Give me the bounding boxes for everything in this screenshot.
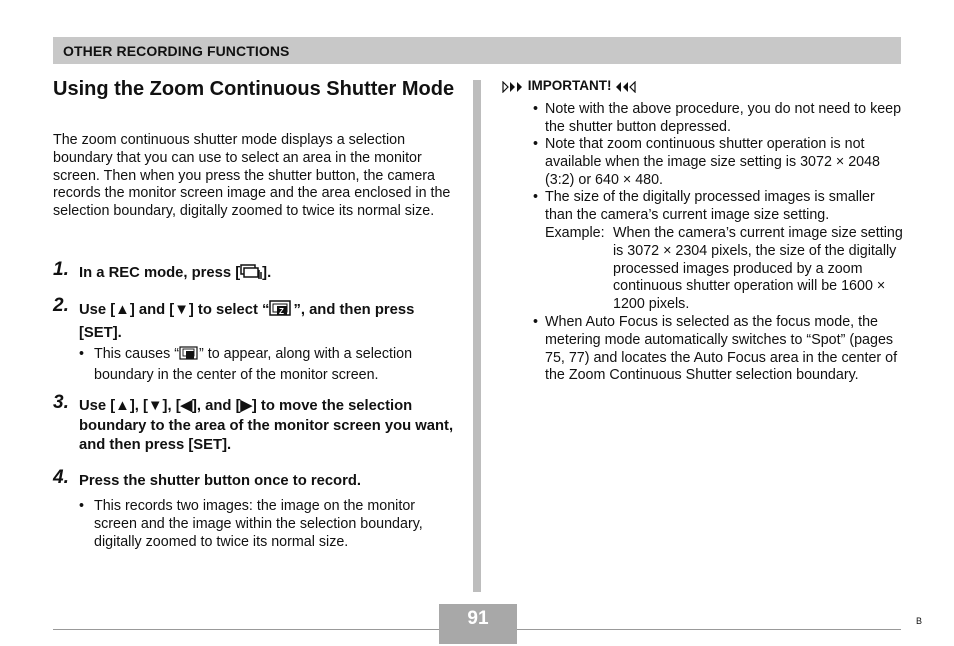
step-number: 1.: [53, 259, 69, 280]
step-text: Use [▲], [▼], [◀], and [▶] to move the selection boundary to the area of the monitor screen you want, and then press [SET].: [79, 398, 454, 453]
important-left-icon: [502, 81, 524, 96]
section-header-bar: [53, 37, 901, 64]
important-text: When Auto Focus is selected as the focus mode, the metering mode automatically switches to “Spot” (pages 75, 77) and locates the Auto Focus area in the center of the Zoom Continuous Shutter selection boundary.: [545, 314, 898, 384]
page-number: 91: [467, 608, 489, 629]
step-text: Use [▲] and [▼] to select “: [79, 302, 270, 318]
zoom-continuous-icon: [179, 346, 199, 367]
step-number: 2.: [53, 295, 69, 316]
important-label: IMPORTANT!: [527, 78, 612, 93]
column-divider: [473, 80, 481, 592]
important-text: Note that zoom continuous shutter operation is not available when the image size setting is 3072 × 2048 (3:2) or 640 × 480.: [545, 136, 881, 188]
step-text-end: ].: [262, 265, 272, 281]
important-right-icon: [615, 81, 637, 96]
zoom-continuous-icon: [269, 300, 293, 324]
corner-mark: B: [916, 616, 923, 626]
page-title: Using the Zoom Continuous Shutter Mode: [53, 78, 455, 100]
svg-text:Z: Z: [279, 307, 285, 316]
example-text: When the camera’s current image size setting is 3072 × 2304 pixels, the size of the digitally processed images produced by a zoom continuous shutter operation will be 1600 × 1200 pixels.: [613, 225, 903, 313]
important-text: The size of the digitally processed images is smaller than the camera’s current image size setting.: [545, 189, 875, 223]
example-label: Example:: [545, 225, 605, 241]
note-text: This causes “: [94, 346, 180, 362]
note-text: This records two images: the image on the monitor screen and the image within the selection boundary, digitally zoomed to twice its normal size.: [94, 498, 423, 550]
step-text-end: ”, and then press [SET].: [79, 302, 415, 341]
continuous-shutter-icon: [240, 264, 262, 287]
page-number-box: [439, 604, 517, 644]
step-text: Press the shutter button once to record.: [79, 473, 362, 489]
step-number: 4.: [53, 467, 69, 488]
section-header-text: OTHER RECORDING FUNCTIONS: [63, 43, 290, 59]
step-text: In a REC mode, press [: [79, 265, 241, 281]
note-text-end: ” to appear, along with a selection boundary in the center of the monitor screen.: [94, 346, 413, 383]
step-number: 3.: [53, 392, 69, 413]
important-heading: [502, 78, 637, 96]
intro-paragraph: The zoom continuous shutter mode displays a selection boundary that you can use to select an area in the monitor screen. Then when you press the shutter button, the camera records the monitor screen image and the area enclosed in the selection boundary, digitally zoomed to twice its normal size.: [53, 132, 451, 220]
important-text: Note with the above procedure, you do not need to keep the shutter button depressed.: [545, 101, 902, 135]
